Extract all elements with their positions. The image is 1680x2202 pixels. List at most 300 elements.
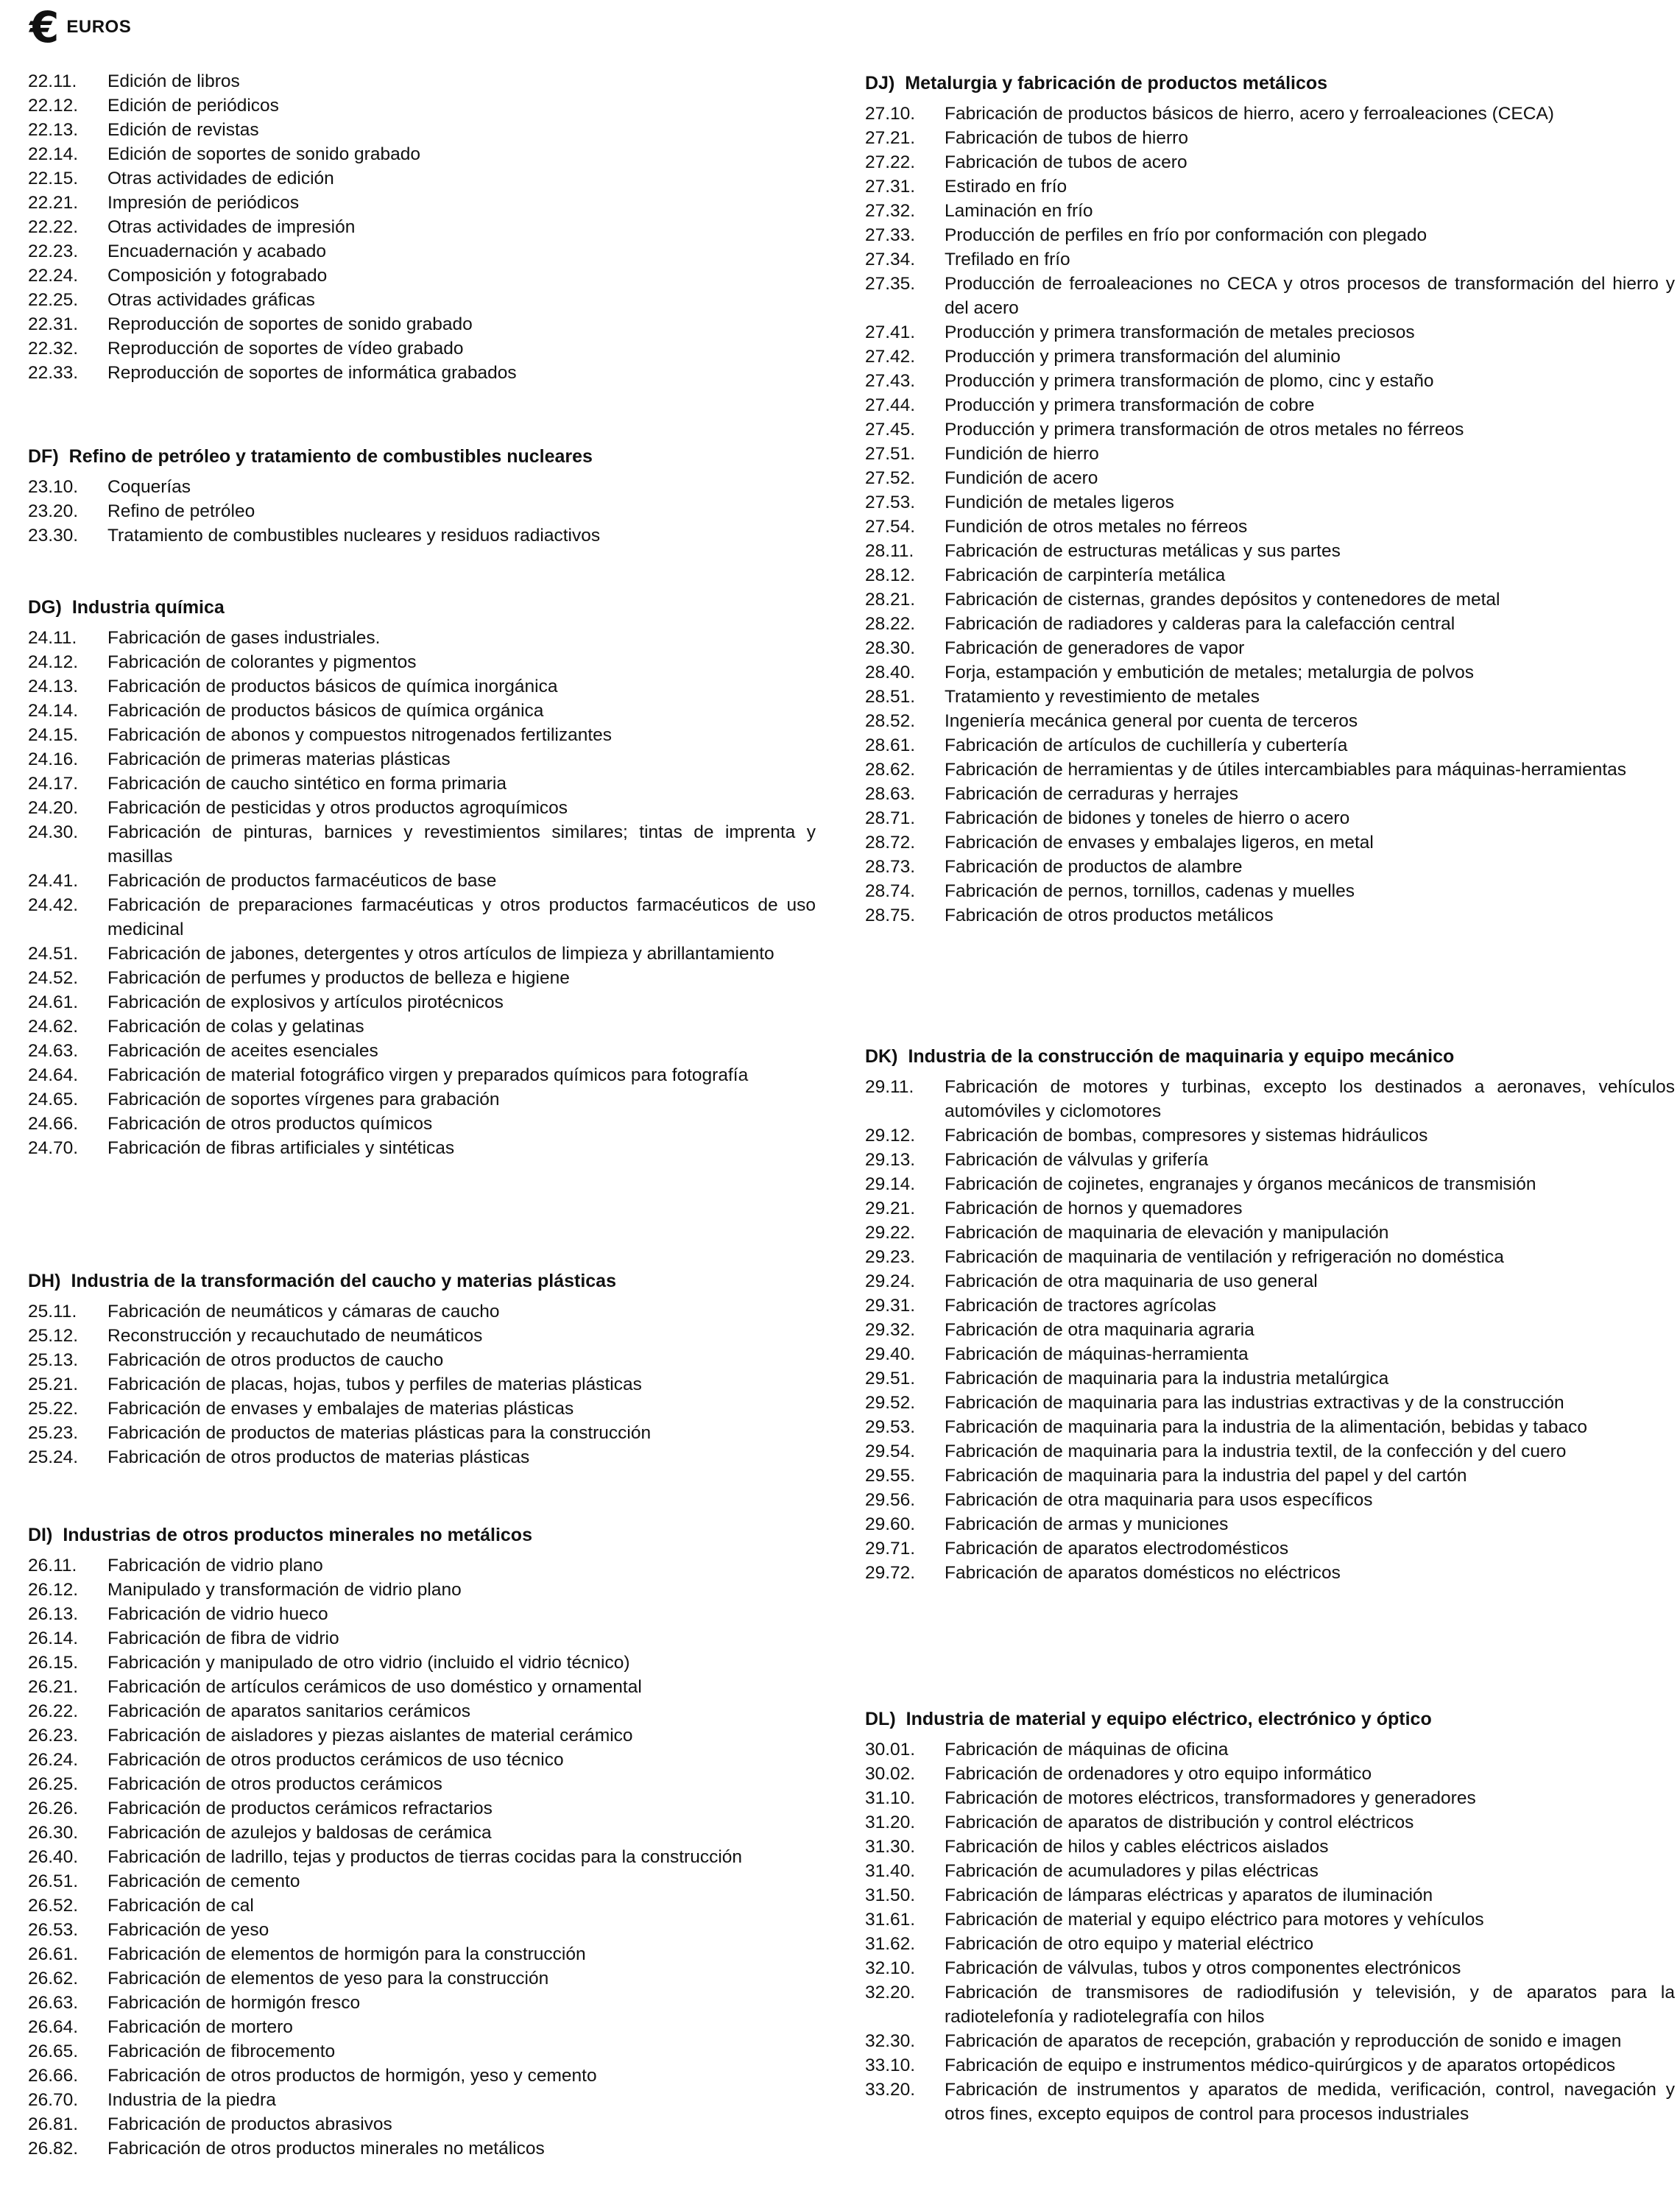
entry-code: 26.63. bbox=[28, 1993, 79, 2013]
entry-code: 26.62. bbox=[28, 1969, 79, 1988]
list-item bbox=[865, 2053, 1675, 2078]
entry-text: Fabricación de aparatos domésticos no eléctricos bbox=[945, 1563, 1341, 1583]
entry-code: 26.25. bbox=[28, 1774, 79, 1794]
list-item bbox=[28, 239, 816, 264]
entry-text: Encuadernación y acabado bbox=[107, 241, 326, 261]
section-name: Industria de material y equipo eléctrico, electrónico y óptico bbox=[906, 1709, 1432, 1729]
section-code: DI) bbox=[28, 1525, 53, 1545]
entry-code: 26.65. bbox=[28, 2042, 79, 2061]
list-item bbox=[28, 336, 816, 361]
entry-code: 22.22. bbox=[28, 217, 79, 237]
entry-text: Fabricación de maquinaria para la industria de la alimentación, bebidas y tabaco bbox=[945, 1417, 1587, 1437]
entry-code: 29.24. bbox=[865, 1271, 916, 1291]
entry-code: 24.63. bbox=[28, 1041, 79, 1061]
entry-code: 32.20. bbox=[865, 1983, 916, 2002]
entry-text: Fabricación de productos de alambre bbox=[945, 857, 1243, 877]
entry-code: 26.22. bbox=[28, 1701, 79, 1721]
entry-text: Fabricación de armas y municiones bbox=[945, 1514, 1229, 1534]
entry-text: Fabricación de placas, hojas, tubos y perfiles de materias plásticas bbox=[107, 1375, 642, 1394]
list-item bbox=[28, 288, 816, 312]
list-item bbox=[865, 1172, 1675, 1196]
section-name: Industria de la construcción de maquinaria y equipo mecánico bbox=[908, 1046, 1455, 1067]
list-item bbox=[865, 660, 1675, 685]
entry-code: 31.61. bbox=[865, 1910, 916, 1930]
entry-text: Fabricación de vidrio hueco bbox=[107, 1604, 328, 1624]
entry-code: 29.22. bbox=[865, 1223, 916, 1243]
section-dj bbox=[865, 72, 1675, 928]
list-item bbox=[28, 1651, 816, 1675]
entry-code: 28.63. bbox=[865, 784, 916, 804]
entry-text: Fabricación de elementos de yeso para la construcción bbox=[107, 1969, 549, 1988]
section-name: Refino de petróleo y tratamiento de combustibles nucleares bbox=[68, 446, 593, 467]
entry-text: Otras actividades de edición bbox=[107, 169, 334, 188]
section-code: DJ) bbox=[865, 73, 895, 93]
entry-code: 29.23. bbox=[865, 1247, 916, 1267]
list-item bbox=[865, 1318, 1675, 1342]
entry-code: 27.51. bbox=[865, 444, 916, 464]
entry-text: Trefilado en frío bbox=[945, 250, 1070, 269]
entry-code: 27.41. bbox=[865, 322, 916, 342]
entry-text: Fabricación de primeras materias plásticas bbox=[107, 749, 451, 769]
list-item bbox=[865, 1956, 1675, 1980]
entry-code: 24.61. bbox=[28, 992, 79, 1012]
entry-text: Fabricación de productos abrasivos bbox=[107, 2114, 392, 2134]
list-item bbox=[865, 272, 1675, 320]
list-item bbox=[28, 1675, 816, 1699]
entry-code: 22.23. bbox=[28, 241, 79, 261]
entry-code: 27.33. bbox=[865, 225, 916, 245]
entry-code: 27.52. bbox=[865, 468, 916, 488]
list-item bbox=[28, 1942, 816, 1966]
entry-text: Impresión de periódicos bbox=[107, 193, 300, 213]
entry-code: 29.51. bbox=[865, 1369, 916, 1388]
list-item bbox=[865, 1859, 1675, 1883]
entry-code: 28.62. bbox=[865, 760, 916, 780]
entry-text: Fabricación de tractores agrícolas bbox=[945, 1296, 1217, 1316]
list-item bbox=[28, 1372, 816, 1397]
entry-code: 27.45. bbox=[865, 420, 916, 440]
entry-text: Fabricación de ordenadores y otro equipo informático bbox=[945, 1764, 1372, 1784]
entry-code: 33.10. bbox=[865, 2055, 916, 2075]
entry-code: 26.21. bbox=[28, 1677, 79, 1697]
list-item bbox=[865, 685, 1675, 709]
entry-text: Fabricación de colas y gelatinas bbox=[107, 1017, 364, 1037]
entry-text: Producción y primera transformación de otros metales no férreos bbox=[945, 420, 1464, 440]
entry-text: Fabricación de pinturas, barnices y revestimientos similares; tintas de imprenta y masillas bbox=[107, 822, 816, 867]
entry-text: Fabricación de otros productos de hormigón, yeso y cemento bbox=[107, 2066, 597, 2086]
entry-text: Fabricación de material fotográfico virgen y preparados químicos para fotografía bbox=[107, 1065, 749, 1085]
list-item bbox=[865, 563, 1675, 587]
entry-code: 29.72. bbox=[865, 1563, 916, 1583]
entry-text: Fabricación de instrumentos y aparatos de medida, verificación, control, navegación y otros fines, excepto equipos de control para procesos industriales bbox=[945, 2080, 1675, 2124]
section-dh bbox=[28, 1270, 816, 1469]
list-item bbox=[28, 650, 816, 674]
list-item bbox=[28, 674, 816, 699]
list-item bbox=[865, 1883, 1675, 1908]
entry-text: Producción y primera transformación del aluminio bbox=[945, 347, 1341, 367]
entry-text: Estirado en frío bbox=[945, 177, 1067, 197]
entry-text: Fabricación de cojinetes, engranajes y órganos mecánicos de transmisión bbox=[945, 1174, 1536, 1194]
entry-text: Fabricación de aisladores y piezas aislantes de material cerámico bbox=[107, 1726, 633, 1746]
entry-list bbox=[865, 1075, 1675, 1585]
entry-text: Fabricación de yeso bbox=[107, 1920, 269, 1940]
section-title bbox=[28, 445, 816, 467]
list-item bbox=[28, 1894, 816, 1918]
entry-code: 25.23. bbox=[28, 1423, 79, 1443]
list-item bbox=[865, 1123, 1675, 1148]
list-item bbox=[865, 1932, 1675, 1956]
entry-text: Otras actividades de impresión bbox=[107, 217, 356, 237]
entry-text: Fabricación de explosivos y artículos pirotécnicos bbox=[107, 992, 504, 1012]
section-di bbox=[28, 1524, 816, 2161]
list-item bbox=[865, 1415, 1675, 1439]
list-item bbox=[28, 1553, 816, 1578]
entry-code: 24.14. bbox=[28, 701, 79, 721]
entry-code: 26.64. bbox=[28, 2017, 79, 2037]
entry-text: Fabricación de hornos y quemadores bbox=[945, 1199, 1243, 1218]
entry-code: 27.22. bbox=[865, 152, 916, 172]
list-item bbox=[865, 1512, 1675, 1536]
entry-code: 23.10. bbox=[28, 477, 79, 497]
entry-code: 26.40. bbox=[28, 1847, 79, 1867]
entry-text: Fabricación de caucho sintético en forma primaria bbox=[107, 774, 507, 794]
list-item bbox=[28, 142, 816, 166]
list-item bbox=[28, 2015, 816, 2039]
list-item bbox=[28, 1112, 816, 1136]
entry-code: 24.16. bbox=[28, 749, 79, 769]
entry-text: Fabricación de otros productos cerámicos de uso técnico bbox=[107, 1750, 564, 1770]
list-item bbox=[28, 1748, 816, 1772]
entry-code: 27.35. bbox=[865, 274, 916, 294]
entry-code: 26.13. bbox=[28, 1604, 79, 1624]
list-item bbox=[865, 709, 1675, 733]
entry-text: Producción y primera transformación de metales preciosos bbox=[945, 322, 1415, 342]
entry-text: Fabricación de fibra de vidrio bbox=[107, 1628, 339, 1648]
entry-code: 26.53. bbox=[28, 1920, 79, 1940]
euro-icon: € bbox=[29, 2, 60, 52]
entry-text: Fabricación de bidones y toneles de hierro o acero bbox=[945, 808, 1350, 828]
entry-code: 27.43. bbox=[865, 371, 916, 391]
list-item bbox=[28, 1772, 816, 1796]
entry-code: 33.20. bbox=[865, 2080, 916, 2100]
entry-text: Fabricación de artículos de cuchillería y cubertería bbox=[945, 735, 1348, 755]
list-item bbox=[865, 903, 1675, 928]
list-item bbox=[865, 442, 1675, 466]
page-header bbox=[29, 2, 132, 52]
entry-text: Fundición de metales ligeros bbox=[945, 493, 1174, 512]
entry-text: Reconstrucción y recauchutado de neumáticos bbox=[107, 1326, 483, 1346]
list-item bbox=[865, 1148, 1675, 1172]
entry-text: Fabricación de otro equipo y material eléctrico bbox=[945, 1934, 1314, 1954]
entry-text: Reproducción de soportes de sonido grabado bbox=[107, 314, 473, 334]
entry-text: Fabricación de jabones, detergentes y otros artículos de limpieza y abrillantamiento bbox=[107, 944, 774, 964]
list-item bbox=[28, 1299, 816, 1324]
list-item bbox=[28, 820, 816, 869]
list-item bbox=[28, 1723, 816, 1748]
list-item bbox=[28, 1991, 816, 2015]
list-item bbox=[865, 199, 1675, 223]
entry-text: Fabricación de abonos y compuestos nitrogenados fertilizantes bbox=[107, 725, 613, 745]
list-item bbox=[865, 126, 1675, 150]
entry-code: 24.20. bbox=[28, 798, 79, 818]
section-title bbox=[28, 596, 816, 618]
entry-text: Producción y primera transformación de cobre bbox=[945, 395, 1315, 415]
entry-text: Laminación en frío bbox=[945, 201, 1093, 221]
list-item bbox=[865, 369, 1675, 393]
list-item bbox=[28, 1087, 816, 1112]
list-item bbox=[865, 1269, 1675, 1294]
entry-text: Fabricación de neumáticos y cámaras de caucho bbox=[107, 1302, 500, 1321]
list-item bbox=[865, 1536, 1675, 1561]
entry-text: Fabricación de envases y embalajes ligeros, en metal bbox=[945, 833, 1374, 853]
entry-code: 29.55. bbox=[865, 1466, 916, 1486]
entry-code: 28.12. bbox=[865, 565, 916, 585]
list-item bbox=[28, 1869, 816, 1894]
list-item bbox=[28, 2064, 816, 2088]
list-item bbox=[865, 102, 1675, 126]
list-item bbox=[865, 636, 1675, 660]
entry-code: 25.11. bbox=[28, 1302, 77, 1321]
entry-text: Fabricación de productos básicos de hierro, acero y ferroaleaciones (CECA) bbox=[945, 104, 1554, 124]
list-item bbox=[28, 2039, 816, 2064]
section-name: Industria química bbox=[71, 597, 225, 618]
entry-text: Edición de soportes de sonido grabado bbox=[107, 144, 420, 164]
entry-code: 24.66. bbox=[28, 1114, 79, 1134]
entry-text: Fabricación de hormigón fresco bbox=[107, 1993, 361, 2013]
entry-code: 31.20. bbox=[865, 1813, 916, 1832]
entry-code: 27.42. bbox=[865, 347, 916, 367]
entry-code: 22.15. bbox=[28, 169, 79, 188]
entry-code: 31.62. bbox=[865, 1934, 916, 1954]
entry-text: Fabricación de equipo e instrumentos médico-quirúrgicos y de aparatos ortopédicos bbox=[945, 2055, 1616, 2075]
list-item bbox=[28, 1014, 816, 1039]
entry-code: 26.52. bbox=[28, 1896, 79, 1916]
list-item bbox=[28, 1699, 816, 1723]
list-item bbox=[28, 1626, 816, 1651]
list-item bbox=[28, 1966, 816, 1991]
entry-text: Fabricación de otros productos metálicos bbox=[945, 906, 1274, 925]
entry-text: Industria de la piedra bbox=[107, 2090, 276, 2110]
entry-code: 22.33. bbox=[28, 363, 79, 383]
entry-code: 24.70. bbox=[28, 1138, 79, 1158]
entry-code: 26.24. bbox=[28, 1750, 79, 1770]
entry-text: Fabricación de transmisores de radiodifusión y televisión, y de aparatos para la radiotelefonía y radiotelegrafía con hilos bbox=[945, 1983, 1675, 2027]
header-label: EUROS bbox=[66, 17, 132, 37]
entry-list bbox=[28, 1299, 816, 1469]
list-item bbox=[28, 523, 816, 548]
list-item bbox=[28, 942, 816, 966]
entry-code: 27.32. bbox=[865, 201, 916, 221]
entry-text: Fabricación de aparatos sanitarios cerámicos bbox=[107, 1701, 470, 1721]
list-item bbox=[865, 758, 1675, 782]
entry-code: 31.30. bbox=[865, 1837, 916, 1857]
entry-code: 28.30. bbox=[865, 638, 916, 658]
list-item bbox=[865, 1221, 1675, 1245]
list-item bbox=[28, 1845, 816, 1869]
entry-code: 22.14. bbox=[28, 144, 79, 164]
entry-text: Ingeniería mecánica general por cuenta de terceros bbox=[945, 711, 1358, 731]
entry-text: Fabricación de carpintería metálica bbox=[945, 565, 1226, 585]
entry-text: Fabricación de otros productos de caucho bbox=[107, 1350, 444, 1370]
entry-code: 22.21. bbox=[28, 193, 79, 213]
entry-text: Fabricación de radiadores y calderas para la calefacción central bbox=[945, 614, 1455, 634]
entry-code: 29.52. bbox=[865, 1393, 916, 1413]
list-item bbox=[865, 1075, 1675, 1123]
entry-text: Fabricación de productos cerámicos refractarios bbox=[107, 1799, 493, 1818]
entry-code: 26.15. bbox=[28, 1653, 79, 1673]
entry-code: 31.50. bbox=[865, 1885, 916, 1905]
entry-code: 22.11. bbox=[28, 71, 77, 91]
entry-text: Fabricación de otra maquinaria agraria bbox=[945, 1320, 1254, 1340]
entry-code: 28.75. bbox=[865, 906, 916, 925]
entry-text: Otras actividades gráficas bbox=[107, 290, 315, 310]
entry-list bbox=[28, 626, 816, 1160]
list-item bbox=[865, 515, 1675, 539]
entry-text: Fabricación de válvulas y grifería bbox=[945, 1150, 1209, 1170]
entry-text: Edición de periódicos bbox=[107, 96, 279, 116]
list-item bbox=[865, 1980, 1675, 2029]
list-item bbox=[865, 345, 1675, 369]
entry-text: Forja, estampación y embutición de metales; metalurgia de polvos bbox=[945, 663, 1475, 682]
entry-code: 24.30. bbox=[28, 822, 79, 842]
entry-code: 27.53. bbox=[865, 493, 916, 512]
entry-text: Fabricación de pernos, tornillos, cadenas y muelles bbox=[945, 881, 1355, 901]
entry-code: 28.51. bbox=[865, 687, 916, 707]
entry-code: 32.30. bbox=[865, 2031, 916, 2051]
entry-text: Fabricación de otros productos de materias plásticas bbox=[107, 1447, 530, 1467]
entry-text: Fabricación de productos básicos de química inorgánica bbox=[107, 677, 558, 696]
entry-code: 30.02. bbox=[865, 1764, 916, 1784]
section-code: DL) bbox=[865, 1709, 896, 1729]
entry-text: Fabricación de máquinas-herramienta bbox=[945, 1344, 1249, 1364]
entry-text: Fabricación de tubos de hierro bbox=[945, 128, 1188, 148]
entry-text: Fabricación de mortero bbox=[107, 2017, 293, 2037]
entry-text: Fabricación de hilos y cables eléctricos aislados bbox=[945, 1837, 1329, 1857]
section-title bbox=[28, 1524, 816, 1546]
list-item bbox=[865, 320, 1675, 345]
entry-code: 25.13. bbox=[28, 1350, 79, 1370]
section-code: DF) bbox=[28, 446, 59, 467]
entry-code: 23.30. bbox=[28, 526, 79, 546]
list-item bbox=[28, 1421, 816, 1445]
section-code: DH) bbox=[28, 1271, 61, 1291]
list-item bbox=[28, 118, 816, 142]
entry-code: 28.73. bbox=[865, 857, 916, 877]
entry-text: Fundición de otros metales no férreos bbox=[945, 517, 1248, 537]
list-item bbox=[865, 1908, 1675, 1932]
entry-list bbox=[28, 1553, 816, 2161]
list-item bbox=[865, 247, 1675, 272]
list-item bbox=[865, 1439, 1675, 1464]
entry-code: 29.40. bbox=[865, 1344, 916, 1364]
entry-list bbox=[865, 102, 1675, 928]
entry-text: Manipulado y transformación de vidrio plano bbox=[107, 1580, 462, 1600]
entry-code: 30.01. bbox=[865, 1740, 916, 1760]
section-dg bbox=[28, 596, 816, 1160]
entry-code: 26.11. bbox=[28, 1556, 77, 1575]
entry-text: Fabricación de otra maquinaria de uso general bbox=[945, 1271, 1318, 1291]
entry-text: Fundición de hierro bbox=[945, 444, 1099, 464]
list-item bbox=[865, 587, 1675, 612]
entry-text: Fabricación de cal bbox=[107, 1896, 254, 1916]
list-item bbox=[865, 782, 1675, 806]
entry-code: 31.40. bbox=[865, 1861, 916, 1881]
entry-text: Fabricación de productos farmacéuticos de base bbox=[107, 871, 497, 891]
entry-text: Fabricación de válvulas, tubos y otros componentes electrónicos bbox=[945, 1958, 1461, 1978]
entry-code: 22.13. bbox=[28, 120, 79, 140]
list-item bbox=[28, 966, 816, 990]
entry-text: Fabricación de maquinaria para la industria textil, de la confección y del cuero bbox=[945, 1441, 1567, 1461]
entry-text: Tratamiento de combustibles nucleares y residuos radiactivos bbox=[107, 526, 601, 546]
entry-code: 26.30. bbox=[28, 1823, 79, 1843]
entry-code: 29.71. bbox=[865, 1539, 916, 1559]
entry-code: 25.12. bbox=[28, 1326, 79, 1346]
entry-text: Fabricación de aceites esenciales bbox=[107, 1041, 378, 1061]
entry-code: 26.51. bbox=[28, 1871, 79, 1891]
entry-text: Fabricación de máquinas de oficina bbox=[945, 1740, 1229, 1760]
entry-code: 29.21. bbox=[865, 1199, 916, 1218]
entry-code: 24.64. bbox=[28, 1065, 79, 1085]
entry-text: Fabricación de otros productos químicos bbox=[107, 1114, 433, 1134]
entry-code: 24.17. bbox=[28, 774, 79, 794]
entry-text: Tratamiento y revestimiento de metales bbox=[945, 687, 1260, 707]
entry-code: 29.11. bbox=[865, 1077, 914, 1097]
entry-text: Composición y fotograbado bbox=[107, 266, 328, 286]
entry-text: Fabricación de azulejos y baldosas de cerámica bbox=[107, 1823, 492, 1843]
entry-code: 26.26. bbox=[28, 1799, 79, 1818]
entry-text: Fabricación de gases industriales. bbox=[107, 628, 381, 648]
entry-code: 25.24. bbox=[28, 1447, 79, 1467]
section-name: Metalurgia y fabricación de productos metálicos bbox=[905, 73, 1328, 93]
list-item bbox=[28, 1918, 816, 1942]
list-item bbox=[865, 1737, 1675, 1762]
entry-code: 22.24. bbox=[28, 266, 79, 286]
list-item bbox=[28, 1063, 816, 1087]
entry-code: 27.54. bbox=[865, 517, 916, 537]
list-item bbox=[865, 1366, 1675, 1391]
entry-code: 26.81. bbox=[28, 2114, 79, 2134]
list-item bbox=[28, 312, 816, 336]
entry-code: 28.61. bbox=[865, 735, 916, 755]
list-item bbox=[28, 1821, 816, 1845]
entry-text: Reproducción de soportes de informática grabados bbox=[107, 363, 517, 383]
list-item bbox=[28, 1602, 816, 1626]
section-code: DG) bbox=[28, 597, 62, 618]
entry-text: Fabricación de otros productos cerámicos bbox=[107, 1774, 442, 1794]
list-item bbox=[28, 166, 816, 191]
entry-text: Fabricación de pesticidas y otros productos agroquímicos bbox=[107, 798, 568, 818]
entry-text: Fabricación de generadores de vapor bbox=[945, 638, 1245, 658]
entry-code: 22.25. bbox=[28, 290, 79, 310]
entry-code: 29.12. bbox=[865, 1126, 916, 1146]
entry-text: Fabricación de colorantes y pigmentos bbox=[107, 652, 417, 672]
entry-code: 24.51. bbox=[28, 944, 79, 964]
list-item bbox=[865, 1488, 1675, 1512]
list-item bbox=[865, 417, 1675, 442]
entry-text: Fabricación de bombas, compresores y sistemas hidráulicos bbox=[945, 1126, 1428, 1146]
entry-text: Fabricación de ladrillo, tejas y productos de tierras cocidas para la construcción bbox=[107, 1847, 743, 1867]
entry-code: 26.14. bbox=[28, 1628, 79, 1648]
entry-text: Producción de ferroaleaciones no CECA y otros procesos de transformación del hierro y del acero bbox=[945, 274, 1675, 318]
list-item bbox=[28, 626, 816, 650]
entry-code: 24.13. bbox=[28, 677, 79, 696]
list-item bbox=[865, 1464, 1675, 1488]
entry-code: 23.20. bbox=[28, 501, 79, 521]
section-name: Industria de la transformación del caucho y materias plásticas bbox=[71, 1271, 616, 1291]
entry-text: Fabricación de tubos de acero bbox=[945, 152, 1187, 172]
entry-code: 25.21. bbox=[28, 1375, 79, 1394]
list-item bbox=[28, 869, 816, 893]
